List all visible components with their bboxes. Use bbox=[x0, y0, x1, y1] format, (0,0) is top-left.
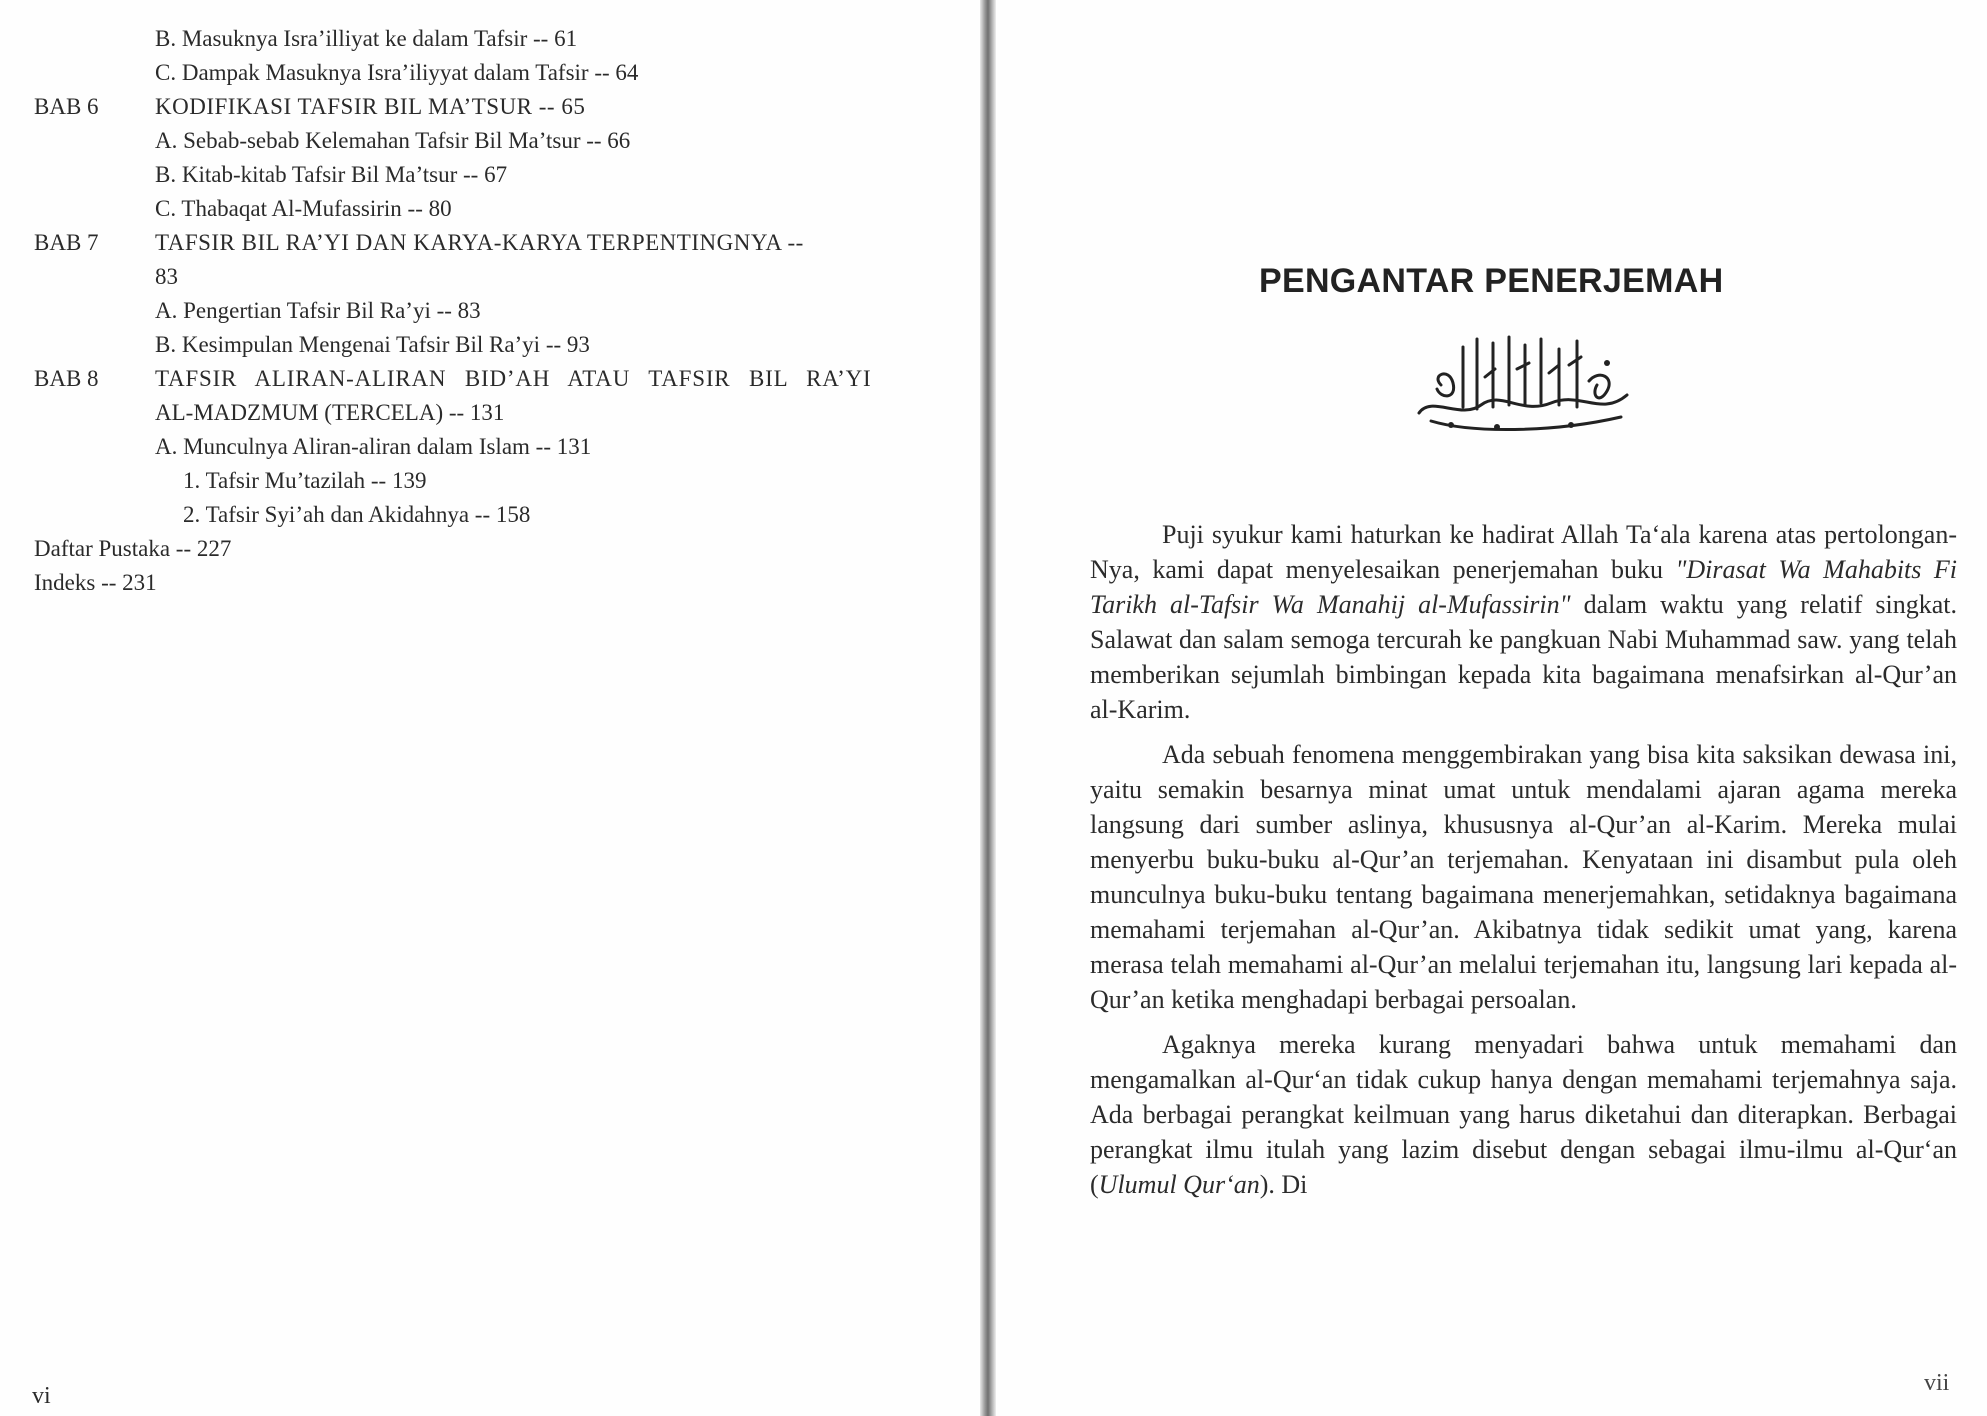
page-number-left: vi bbox=[32, 1383, 51, 1409]
toc-entry: A. Pengertian Tafsir Bil Ra’yi -- 83 bbox=[155, 298, 481, 323]
chapter-title: KODIFIKASI TAFSIR BIL MA’TSUR -- 65 bbox=[155, 94, 586, 119]
chapter-number: BAB 7 bbox=[34, 230, 99, 255]
toc-continuation: 83 bbox=[155, 264, 178, 289]
chapter-number: BAB 8 bbox=[34, 366, 99, 391]
paragraph bbox=[1090, 1027, 1957, 1202]
toc-chapter bbox=[34, 362, 934, 396]
page-title: PENGANTAR PENERJEMAH bbox=[1259, 262, 1724, 300]
toc-entry: B. Kesimpulan Mengenai Tafsir Bil Ra’yi -- 93 bbox=[155, 332, 590, 357]
toc-chapter bbox=[34, 226, 934, 260]
toc-chapter bbox=[34, 90, 934, 124]
paragraph-text: dalam waktu yang relatif singkat. Salawat dan salam semoga tercurah ke pangkuan Nabi Muhammad saw. yang telah memberikan sejumlah bimbingan kepada kita bagaimana menafsirkan al-Qur’an al-Karim. bbox=[1090, 590, 1957, 724]
chapter-title: TAFSIR ALIRAN-ALIRAN BID’AH ATAU TAFSIR BIL RA’YI bbox=[155, 366, 872, 391]
page-number-right: vii bbox=[1924, 1370, 1950, 1396]
toc-subentry: 2. Tafsir Syi’ah dan Akidahnya -- 158 bbox=[183, 502, 531, 527]
left-page bbox=[0, 0, 985, 1416]
toc-entry: A. Sebab-sebab Kelemahan Tafsir Bil Ma’tsur -- 66 bbox=[155, 128, 631, 153]
right-page bbox=[996, 0, 1987, 1416]
toc-entry: C. Thabaqat Al-Mufassirin -- 80 bbox=[155, 196, 452, 221]
book-gutter bbox=[980, 0, 996, 1416]
toc-subentry: 1. Tafsir Mu’tazilah -- 139 bbox=[183, 468, 427, 493]
chapter-title: TAFSIR BIL RA’YI DAN KARYA-KARYA TERPENTINGNYA -- bbox=[155, 230, 804, 255]
toc-entry: B. Kitab-kitab Tafsir Bil Ma’tsur -- 67 bbox=[155, 162, 508, 187]
toc-continuation: AL-MADZMUM (TERCELA) -- 131 bbox=[155, 400, 505, 425]
table-of-contents bbox=[34, 22, 934, 600]
toc-bibliography: Daftar Pustaka -- 227 bbox=[34, 536, 232, 561]
paragraph-text: ). Di bbox=[1259, 1170, 1308, 1199]
toc-entry: B. Masuknya Isra’illiyat ke dalam Tafsir -- 61 bbox=[155, 26, 578, 51]
toc-entry: A. Munculnya Aliran-aliran dalam Islam -- 131 bbox=[155, 434, 592, 459]
basmalah-calligraphy bbox=[1401, 325, 1641, 440]
toc-entry: C. Dampak Masuknya Isra’iliyyat dalam Tafsir -- 64 bbox=[155, 60, 639, 85]
paragraph-text: Puji syukur kami haturkan ke hadirat Allah Ta‘ala karena atas pertolongan-Nya, kami dapat menyelesaikan penerjemahan buku bbox=[1090, 520, 1957, 584]
toc-index: Indeks -- 231 bbox=[34, 570, 157, 595]
chapter-number: BAB 6 bbox=[34, 94, 99, 119]
book-title: "Dirasat Wa Mahabits Fi Tarikh al-Tafsir Wa Manahij al-Mufassirin" bbox=[1090, 555, 1957, 619]
paragraph-text: Agaknya mereka kurang menyadari bahwa untuk memahami dan mengamalkan al-Qur‘an tidak cukup hanya dengan memahami terjemahnya saja. Ada berbagai perangkat keilmuan yang harus diketahui dan diterapkan. Berbagai perangkat ilmu itulah yang lazim disebut dengan sebagai ilmu-ilmu al-Qur‘an ( bbox=[1090, 1030, 1957, 1199]
term-italic: Ulumul Qur‘an bbox=[1098, 1170, 1260, 1199]
body-text bbox=[1090, 517, 1957, 1212]
paragraph bbox=[1090, 517, 1957, 727]
paragraph: Ada sebuah fenomena menggembirakan yang bisa kita saksikan dewasa ini, yaitu semakin besarnya minat umat untuk mendalami ajaran agama mereka langsung dari sumber aslinya, khususnya al-Qur’an al-Karim. Mereka mulai menyerbu buku-buku al-Qur’an terjemahan. Kenyataan ini disambut pula oleh munculnya buku-buku tentang bagaimana menerjemahkan, setidaknya bagaimana memahami terjemahan al-Qur’an. Akibatnya tidak sedikit umat yang, karena merasa telah memahami al-Qur’an melalui terjemahan itu, langsung lari kepada al-Qur’an ketika menghadapi berbagai persoalan. bbox=[1090, 740, 1957, 1014]
